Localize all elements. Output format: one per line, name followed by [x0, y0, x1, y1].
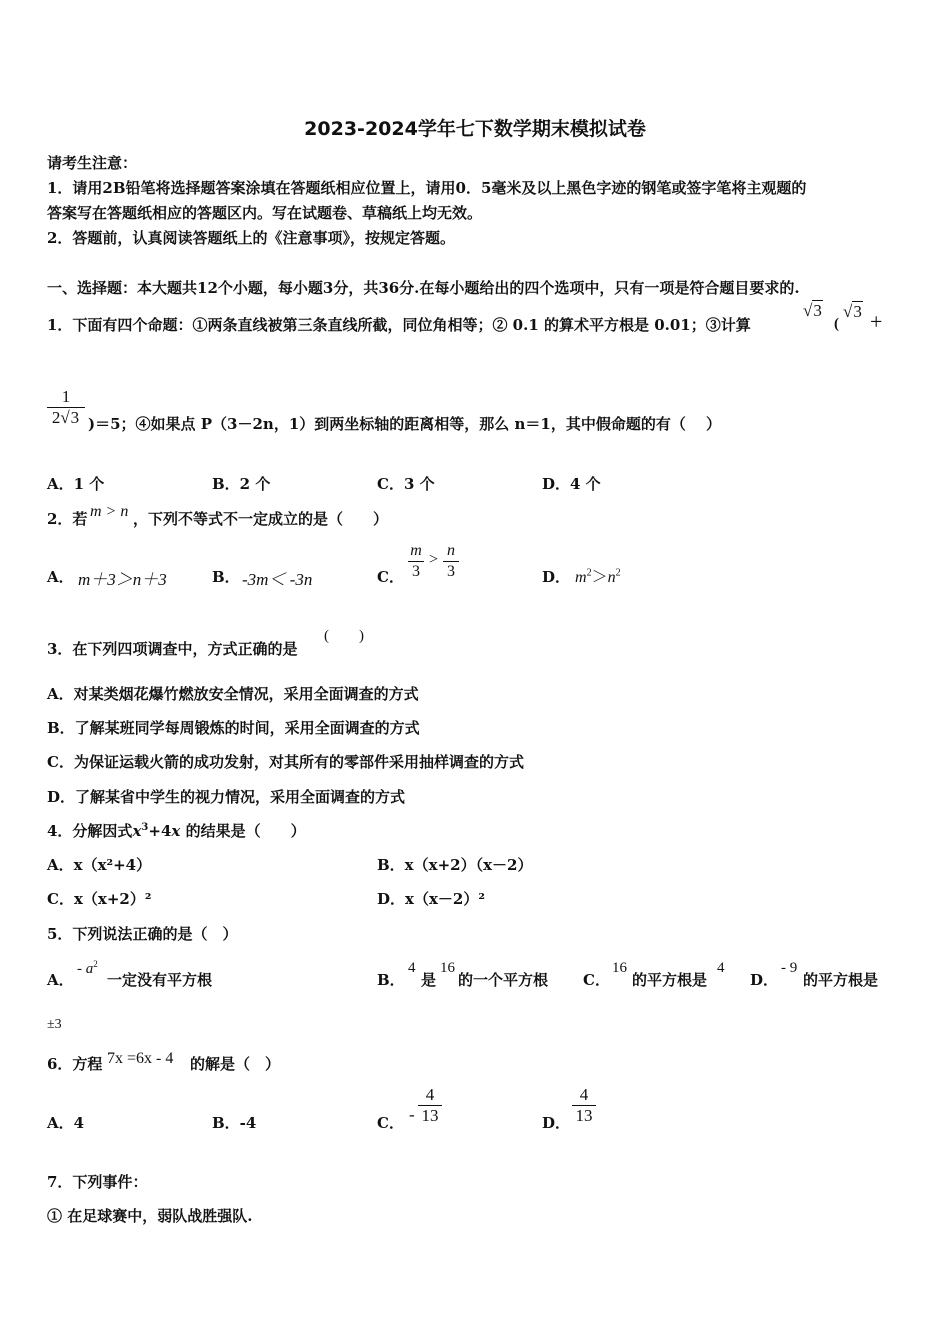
q3-stem: 3．在下列四项调查中，方式正确的是 [47, 640, 298, 658]
q2-c-frac-1: m 3 [408, 542, 424, 581]
q2-c-frac-2: n 3 [443, 542, 459, 581]
q1-plus: + [870, 309, 883, 334]
q6-stem-pre: 6．方程 [47, 1055, 103, 1073]
q2-c-gt: > [429, 551, 439, 568]
q1-option-b: B．2 个 [212, 475, 271, 493]
q5-stem: 5．下列说法正确的是（ ） [47, 925, 238, 943]
q7-stem: 7．下列事件： [47, 1173, 148, 1191]
notice-line-3: 2．答题前，认真阅读答题纸上的《注意事项》，按规定答题。 [47, 229, 455, 247]
q2-c-label: C． [377, 568, 404, 586]
q1-sqrt3-a: √3 [803, 301, 822, 320]
q2-stem-post: ，下列不等式不一定成立的是（ ） [133, 510, 389, 528]
section-heading: 一、选择题：本大题共12个小题，每小题3分，共36分.在每小题给出的四个选项中，只有一项是符合题目要求的. [47, 279, 800, 297]
q6-option-b: B．-4 [212, 1114, 257, 1132]
q6-d-label: D． [542, 1114, 571, 1132]
q6-option-a: A．4 [47, 1114, 85, 1132]
q3-option-d: D．了解某省中学生的视力情况，采用全面调查的方式 [47, 788, 406, 806]
q5-c-mid: 的平方根是 [632, 971, 708, 989]
q1-paren: ( [834, 316, 839, 332]
q2-d-expr: $m^2>n^2$ [575, 567, 621, 586]
q1-frac-num: 1 [61, 387, 71, 406]
q7-item-1: ① 在足球赛中，弱队战胜强队. [47, 1207, 253, 1225]
q2-a-expr: m＋3＞n＋3 [78, 570, 167, 589]
q3-paren: ( ) [324, 628, 364, 644]
q2-condition: m > n [90, 503, 129, 520]
q6-c-sign: - [409, 1105, 415, 1124]
q1-frac-den: 2√3 [51, 408, 80, 427]
q3-option-b: B．了解某班同学每周锻炼的时间，采用全面调查的方式 [47, 719, 420, 737]
q5-d-text: 的平方根是 [803, 971, 879, 989]
q1-stem-a: 1．下面有四个命题：①两条直线被第三条直线所截，同位角相等；② 0.1 的算术平方根是 0.01；③计算 [47, 316, 751, 334]
q5-d-cont: ±3 [47, 1017, 62, 1032]
notice-heading: 请考生注意： [47, 154, 138, 172]
q4-option-a: A．x（x²+4） [47, 856, 152, 874]
q2-b-label: B． [212, 568, 240, 586]
q6-equation: 7x =6x - 4 [107, 1050, 174, 1067]
q1-fraction [47, 388, 85, 427]
page-title: 2023-2024学年七下数学期末模拟试卷 [304, 118, 646, 140]
q5-a-label: A． [47, 971, 74, 989]
q5-b-mid: 是 [421, 971, 437, 989]
q2-b-expr: -3m＜ -3n [242, 570, 313, 589]
q4-option-c: C．x（x+2）² [47, 890, 152, 908]
notice-line-2: 答案写在答题纸相应的答题区内。写在试题卷、草稿纸上均无效。 [47, 204, 483, 222]
q3-option-a: A．对某类烟花爆竹燃放安全情况，采用全面调查的方式 [47, 685, 419, 703]
q1-sqrt3-b: √3 [843, 302, 862, 321]
q5-b-n1: 4 [408, 960, 416, 976]
q5-d-n1: - 9 [781, 960, 798, 976]
notice-line-1: 1．请用2B铅笔将选择题答案涂填在答题纸相应位置上，请用0．5毫米及以上黑色字迹的钢笔或签字笔将主观题的 [47, 179, 807, 197]
q2-d-label: D． [542, 568, 571, 586]
q5-d-label: D． [750, 971, 779, 989]
q1-stem-b: )＝5；④如果点 P（3－2n，1）到两坐标轴的距离相等，那么 n＝1，其中假命题的有（ ） [88, 415, 722, 433]
q1-option-c: C．3 个 [377, 475, 435, 493]
q5-a-text: 一定没有平方根 [107, 971, 213, 989]
q3-option-c: C．为保证运载火箭的成功发射，对其所有的零部件采用抽样调查的方式 [47, 753, 524, 771]
q6-d-frac: 4 13 [572, 1086, 596, 1125]
q5-c-n2: 4 [717, 960, 725, 976]
q5-c-n1: 16 [612, 960, 627, 976]
q2-a-label: A． [47, 568, 74, 586]
q1-option-a: A．1 个 [47, 475, 105, 493]
q5-b-label: B． [377, 971, 405, 989]
q1-option-d: D．4 个 [542, 475, 601, 493]
q4-option-b: B．x（x+2）（x－2） [377, 856, 533, 874]
q5-c-label: C． [583, 971, 610, 989]
q2-stem-pre: 2．若 [47, 510, 88, 528]
q5-b-text: 的一个平方根 [458, 971, 549, 989]
q5-a-expr: - $a^2$ [77, 959, 98, 977]
q4-stem: 4．分解因式$x^3+4x$ 的结果是（ ） [47, 822, 306, 840]
q6-c-label: C． [377, 1114, 404, 1132]
q6-c-frac: 4 13 [418, 1086, 442, 1125]
q4-option-d: D．x（x－2）² [377, 890, 485, 908]
q5-b-n2: 16 [440, 960, 455, 976]
q6-stem-post: 的解是（ ） [190, 1055, 281, 1073]
